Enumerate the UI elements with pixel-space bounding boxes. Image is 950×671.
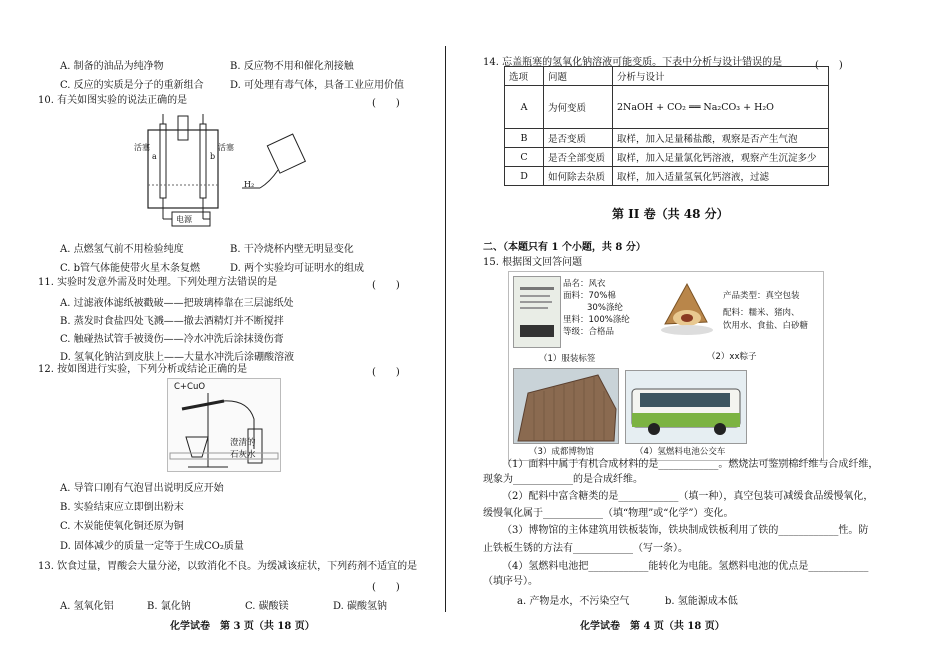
q14-table-header [505, 67, 829, 86]
q15-figure [508, 271, 824, 461]
q12-option-a: A. 导管口刚有气泡冒出说明反应开始 [60, 483, 224, 494]
q15-option-b: b. 氢能源成本低 [665, 596, 738, 607]
table-cell: D [505, 167, 544, 186]
zongzi-line: 配料：糯米、猪肉、 [723, 308, 800, 318]
table-cell: 是否变质 [544, 129, 613, 148]
q12-option-b: B. 实验结束应立即倒出粉末 [60, 502, 184, 513]
q10-stem: 10. 有关如图实验的说法正确的是 [38, 95, 188, 106]
q12-option-d: D. 固体减少的质量一定等于生成CO₂质量 [60, 541, 244, 552]
q12-paren: ( ) [372, 367, 400, 378]
q10-option-b: B. 干冷烧杯内壁无明显变化 [230, 244, 354, 255]
q9-option-d: D. 可处理有毒气体，具备工业应用价值 [230, 80, 405, 91]
q11-option-a: A. 过滤液体滤纸被戳破——把玻璃棒靠在三层滤纸处 [60, 298, 294, 309]
q12-right-label-1: 澄清的 [230, 438, 256, 448]
q14-header-analysis: 分析与设计 [613, 67, 829, 86]
label-line: 30%涤纶 [587, 303, 623, 313]
q10-h2-label: H₂ [244, 180, 255, 189]
clothing-label-image [513, 276, 561, 348]
q12-stem: 12. 按如图进行实验，下列分析或结论正确的是 [38, 364, 248, 375]
q12-figure [167, 378, 281, 472]
table-row [505, 167, 829, 186]
table-cell: 取样，加入足量氯化钙溶液，观察产生沉淀多少 [613, 148, 829, 167]
left-footer: 化学试卷 第 3 页（共 18 页） [170, 621, 315, 632]
part2-title: 第 II 卷（共 48 分） [612, 207, 729, 221]
clothing-label-text [563, 278, 630, 338]
table-cell: A [505, 86, 544, 129]
zongzi-info [723, 290, 808, 333]
q13-option-a: A. 氢氧化铝 [60, 601, 114, 612]
q10-figure [120, 110, 330, 238]
q10-option-d: D. 两个实验均可证明水的组成 [230, 263, 365, 274]
label-line: 里料：100%涤纶 [563, 315, 630, 325]
q15-line-5: （3）博物馆的主体建筑用铁板装饰，铁块制成铁板利用了铁的____________性。防 [502, 525, 869, 536]
bus-image [625, 370, 747, 444]
table-cell: 是否全部变质 [544, 148, 613, 167]
table-cell: B [505, 129, 544, 148]
zongzi-line: 饮用水、食盐、白砂糖 [723, 321, 809, 331]
page-divider [445, 46, 446, 612]
caption-2: （2）xx粽子 [707, 352, 757, 362]
label-line: 等级：合格品 [563, 327, 615, 337]
q15-line-7: （4）氢燃料电池把____________能转化为电能。氢燃料电池的优点是____________ [502, 561, 869, 572]
table-row [505, 148, 829, 167]
q13-option-b: B. 氯化钠 [147, 601, 191, 612]
q10-option-a: A. 点燃氢气前不用检验纯度 [60, 244, 184, 255]
q9-option-c: C. 反应的实质是分子的重新组合 [60, 80, 204, 91]
zongzi-image [657, 278, 713, 338]
q14-paren: ( ) [815, 60, 843, 71]
q13-stem: 13. 饮食过量，胃酸会大量分泌，以致消化不良。为缓减该症状，下列药剂不适宜的是 [38, 561, 418, 572]
q15-line-3: （2）配料中富含糖类的是____________（填一种），真空包装可减缓食品缓慢氧化， [502, 491, 874, 502]
section2-heading: 二、（本题只有 1 个小题，共 8 分） [483, 242, 646, 253]
q11-paren: ( ) [372, 280, 400, 291]
table-cell: C [505, 148, 544, 167]
q15-line-2: 现象为____________的是合成纤维。 [483, 474, 643, 485]
q11-option-b: B. 蒸发时食盐四处飞溅——撤去酒精灯并不断搅拌 [60, 316, 284, 327]
q14-header-option: 选项 [505, 67, 544, 86]
q15-stem: 15. 根据图文回答问题 [483, 257, 583, 268]
q12-option-c: C. 木炭能使氧化铜还原为铜 [60, 521, 184, 532]
caption-1: （1）服装标签 [539, 354, 596, 364]
q10-left-valve-label: 活塞 [134, 143, 150, 152]
q9-option-a: A. 制备的油品为纯净物 [60, 61, 164, 72]
q9-option-b: B. 反应物不用和催化剂接触 [230, 61, 354, 72]
q10-paren: ( ) [372, 98, 400, 109]
q10-right-valve-label: 活塞 [218, 143, 234, 152]
q11-stem: 11. 实验时发意外需及时处理。下列处理方法错误的是 [38, 277, 278, 288]
table-row [505, 86, 829, 129]
museum-image [513, 368, 619, 444]
q13-option-d: D. 碳酸氢钠 [333, 601, 388, 612]
table-cell: 取样，加入足量稀盐酸，观察是否产生气泡 [613, 129, 829, 148]
q15-line-1: （1）面料中属于有机合成材料的是____________。燃烧法可鉴别棉纤维与合成纤维， [502, 459, 879, 470]
q13-paren: ( ) [372, 582, 400, 593]
q11-option-c: C. 触碰热试管手被烫伤——冷水冲洗后涂抹烫伤膏 [60, 334, 284, 345]
q14-header-question: 问题 [544, 67, 613, 86]
q15-line-4: 缓慢氧化属于____________（填“物理”或“化学”）变化。 [483, 508, 734, 519]
zongzi-line: 产品类型：真空包装 [723, 291, 800, 301]
label-line: 品名：风衣 [563, 279, 606, 289]
q13-option-c: C. 碳酸镁 [245, 601, 289, 612]
q10-power-label: 电源 [176, 215, 192, 224]
q11-option-d: D. 氢氧化钠沾到皮肤上——大量水冲洗后涂硼酸溶液 [60, 352, 295, 363]
table-cell: 取样，加入适量氢氧化钙溶液，过滤 [613, 167, 829, 186]
q10-label-b: b [210, 152, 216, 161]
q10-label-a: a [152, 152, 157, 161]
q15-option-a: a. 产物是水，不污染空气 [517, 596, 630, 607]
q10-option-c: C. b管气体能使带火星木条复燃 [60, 263, 201, 274]
q15-line-8: （填序号）。 [483, 576, 538, 587]
q14-table [504, 66, 829, 186]
table-cell: 为何变质 [544, 86, 613, 129]
right-footer: 化学试卷 第 4 页（共 18 页） [580, 621, 725, 632]
q15-line-6: 止铁板生锈的方法有____________（写一条）。 [483, 543, 688, 554]
table-row [505, 129, 829, 148]
label-line: 面料：70%棉 [563, 291, 616, 301]
q12-right-label-2: 石灰水 [230, 450, 256, 460]
q14-stem: 14. 忘盖瓶塞的氢氧化钠溶液可能变质。下表中分析与设计错误的是 [483, 57, 783, 68]
table-cell: 2NaOH + CO₂ ══ Na₂CO₃ + H₂O [613, 86, 829, 129]
caption-4: （4）氢燃料电池公交车 [635, 447, 726, 457]
caption-3: （3）成都博物馆 [529, 447, 594, 457]
q12-top-label: C+CuO [174, 382, 206, 392]
table-cell: 如何除去杂质 [544, 167, 613, 186]
